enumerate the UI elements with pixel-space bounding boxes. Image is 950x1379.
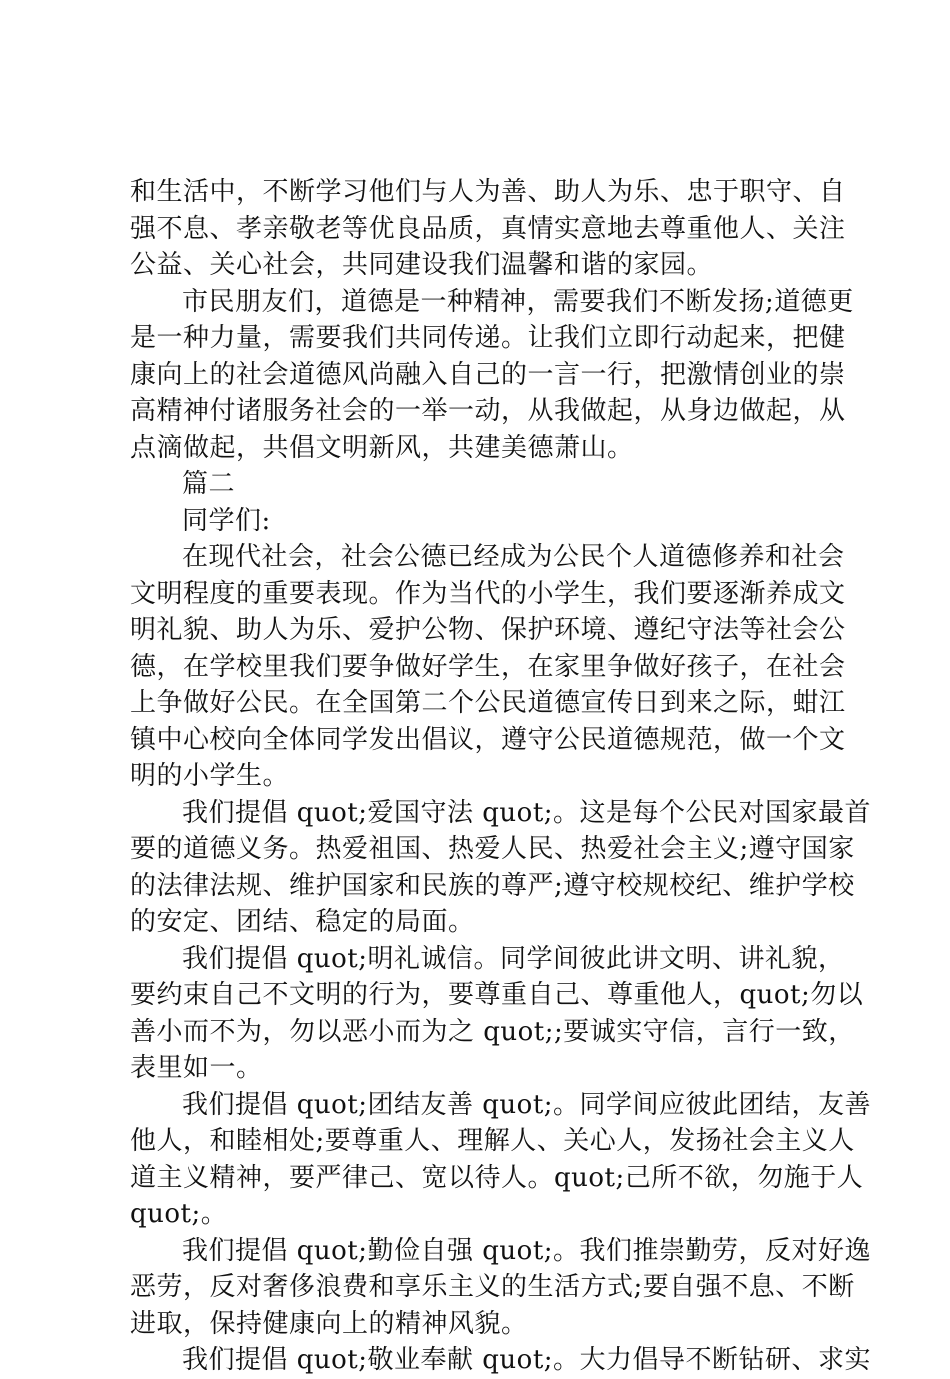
text-line: 进取，保持健康向上的精神风貌。	[130, 1308, 528, 1339]
text-line: 道主义精神，要严律己、宽以待人。quot;己所不欲，勿施于人	[130, 1162, 864, 1193]
document-page	[130, 174, 872, 1379]
text-line: 我们提倡 quot;明礼诚信。同学间彼此讲文明、讲礼貌，	[182, 943, 845, 974]
text-line: 和生活中，不断学习他们与人为善、助人为乐、忠于职守、自	[130, 177, 846, 207]
text-line: 我们提倡 quot;爱国守法 quot;。这是每个公民对国家最首	[182, 797, 872, 828]
text-line: 德，在学校里我们要争做好学生，在家里争做好孩子，在社会	[130, 651, 846, 682]
text-line: 强不息、孝亲敬老等优良品质，真情实意地去尊重他人、关注	[130, 213, 846, 244]
text-line: 我们提倡 quot;团结友善 quot;。同学间应彼此团结，友善	[182, 1089, 872, 1120]
text-line: 在现代社会，社会公德已经成为公民个人道德修养和社会	[182, 542, 845, 572]
text-line: 的安定、团结、稳定的局面。	[130, 907, 475, 937]
text-line: 我们提倡 quot;勤俭自强 quot;。我们推崇勤劳，反对好逸	[182, 1235, 872, 1266]
text-line: 表里如一。	[130, 1053, 263, 1083]
text-line: 要的道德义务。热爱祖国、热爱人民、热爱社会主义;遵守国家	[130, 834, 855, 864]
text-line: 是一种力量，需要我们共同传递。让我们立即行动起来，把健	[130, 323, 846, 353]
text-line: 的法律法规、维护国家和民族的尊严;遵守校规校纪、维护学校	[130, 870, 855, 901]
text-line: 康向上的社会道德风尚融入自己的一言一行，把激情创业的崇	[130, 359, 846, 390]
text-line: 善小而不为，勿以恶小而为之 quot;;要诚实守信，言行一致，	[130, 1016, 855, 1047]
text-line: 他人，和睦相处;要尊重人、理解人、关心人，发扬社会主义人	[130, 1126, 855, 1156]
text-line: 要约束自己不文明的行为，要尊重自己、尊重他人，quot;勿以	[130, 980, 864, 1010]
text-line: 市民朋友们，道德是一种精神，需要我们不断发扬;道德更	[182, 286, 854, 317]
text-line: 同学们:	[182, 505, 271, 536]
text-line: 明的小学生。	[130, 761, 290, 791]
text-line: 上争做好公民。在全国第二个公民道德宣传日到来之际，蚶江	[130, 688, 846, 718]
text-line: 公益、关心社会，共同建设我们温馨和谐的家园。	[130, 250, 714, 280]
text-line: 明礼貌、助人为乐、爱护公物、保护环境、遵纪守法等社会公	[130, 615, 846, 645]
text-line: 篇二	[182, 469, 236, 499]
text-line: 我们提倡 quot;敬业奉献 quot;。大力倡导不断钻研、求实	[182, 1345, 872, 1375]
text-line: 点滴做起，共倡文明新风，共建美德萧山。	[130, 432, 634, 463]
text-line: 镇中心校向全体同学发出倡议，遵守公民道德规范，做一个文	[130, 724, 846, 755]
text-line: quot;。	[130, 1199, 228, 1229]
text-line: 文明程度的重要表现。作为当代的小学生，我们要逐渐养成文	[130, 578, 846, 609]
text-line: 恶劳，反对奢侈浪费和享乐主义的生活方式;要自强不息、不断	[130, 1272, 855, 1302]
text-line: 高精神付诸服务社会的一举一动，从我做起，从身边做起，从	[130, 396, 846, 426]
